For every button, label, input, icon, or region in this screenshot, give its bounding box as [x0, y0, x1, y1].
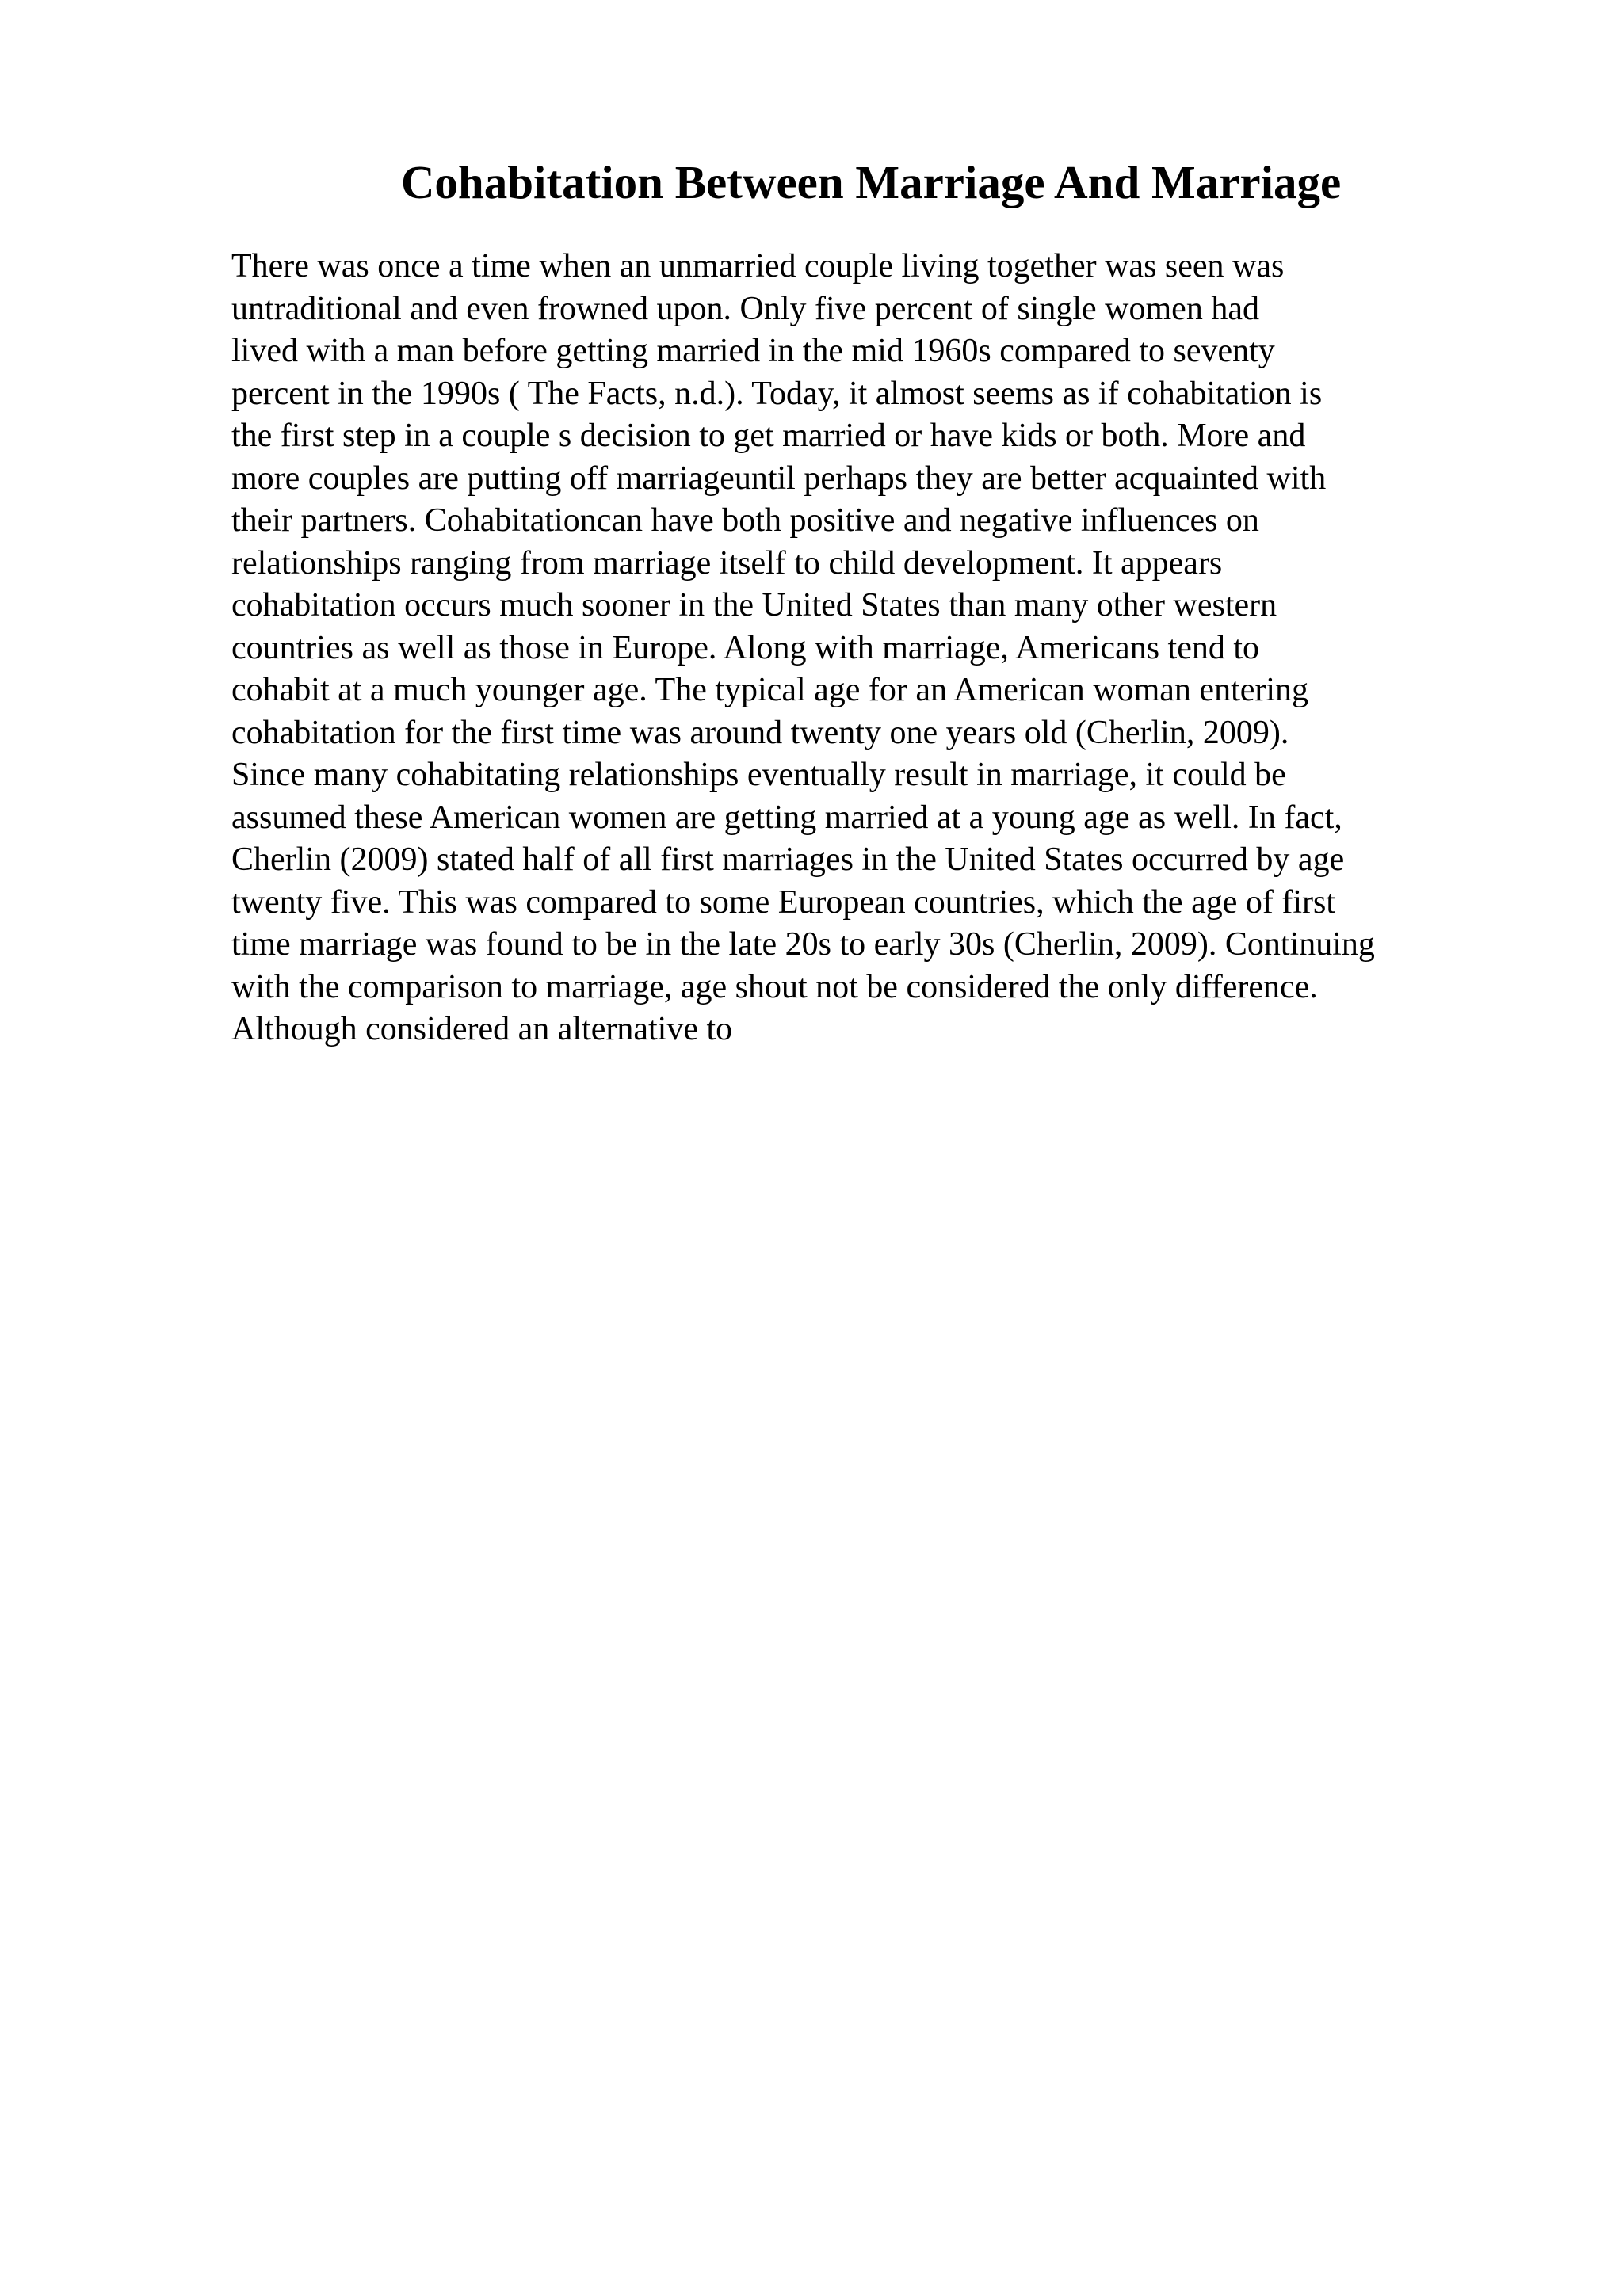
body-line: twenty five. This was compared to some European countries, which the age of first [231, 883, 1335, 921]
body-line: There was once a time when an unmarried couple living together was seen was [231, 248, 1285, 284]
body-line: with the comparison to marriage, age shout not be considered the only difference. [231, 968, 1318, 1005]
body-line: Since many cohabitating relationships eventually result in marriage, it could be [231, 757, 1286, 793]
body-line: cohabitation for the first time was around twenty one years old (Cherlin, 2009). [231, 714, 1289, 751]
document-title: Cohabitation Between Marriage And Marriage [400, 156, 1342, 208]
body-line: more couples are putting off marriageuntil perhaps they are better acquainted with [231, 460, 1327, 497]
body-line: time marriage was found to be in the late 20s to early 30s (Cherlin, 2009). Continuing [231, 926, 1375, 963]
body-line: untraditional and even frowned upon. Only five percent of single women had [231, 290, 1259, 327]
body-line: cohabit at a much younger age. The typical age for an American woman entering [231, 672, 1309, 708]
body-line: lived with a man before getting married in the mid 1960s compared to seventy [231, 333, 1275, 369]
body-line: countries as well as those in Europe. Along with marriage, Americans tend to [231, 629, 1260, 666]
document-body [231, 246, 1515, 1051]
body-line: Cherlin (2009) stated half of all first marriages in the United States occurred by age [231, 841, 1345, 878]
body-line: the first step in a couple s decision to get married or have kids or both. More and [231, 418, 1306, 454]
body-line: assumed these American women are getting married at a young age as well. In fact, [231, 799, 1342, 836]
body-line: cohabitation occurs much sooner in the United States than many other western [231, 587, 1277, 624]
body-line: percent in the 1990s ( The Facts, n.d.). Today, it almost seems as if cohabitation is [231, 375, 1323, 412]
body-line: Although considered an alternative to [231, 1011, 733, 1047]
body-line: their partners. Cohabitationcan have both positive and negative influences on [231, 502, 1259, 539]
body-line: relationships ranging from marriage itself to child development. It appears [231, 544, 1223, 582]
